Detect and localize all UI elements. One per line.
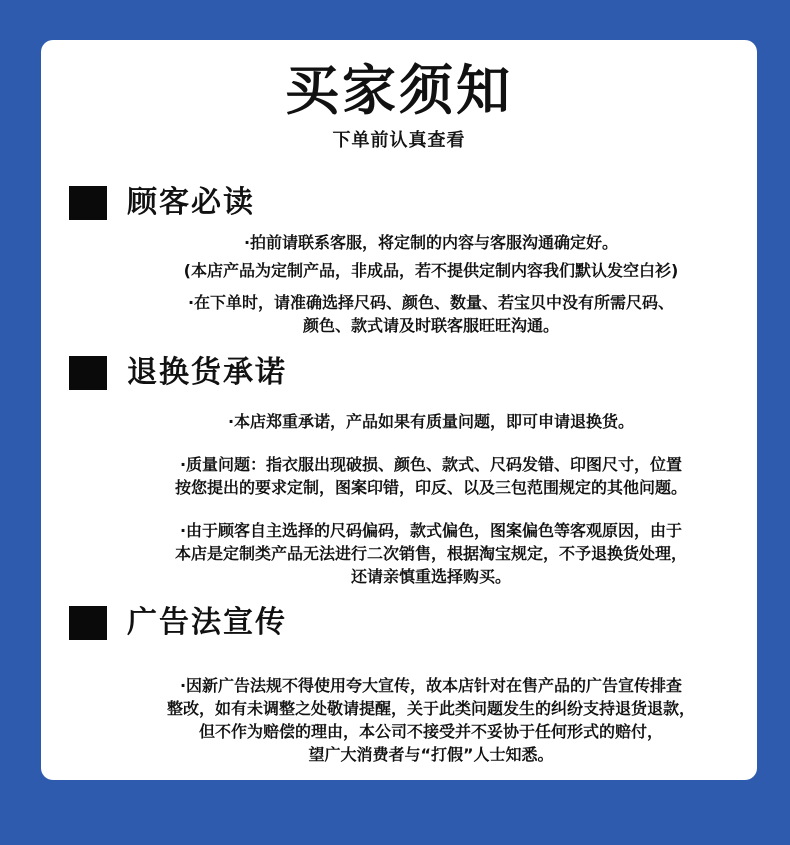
paragraph [101,410,761,433]
paragraph-line: (本店产品为定制产品，非成品，若不提供定制内容我们默认发空白衫) [183,261,679,280]
paragraph-line: ·因新广告法规不得使用夸大宣传，故本店针对在售产品的广告宣传排查 [179,676,683,695]
paragraph-line: 但不作为赔偿的理由，本公司不接受并不妥协于任何形式的赔付， [198,722,663,741]
paragraph-line: 还请亲慎重选择购买。 [350,567,511,586]
paragraph-line: 本店是定制类产品无法进行二次销售，根据淘宝规定，不予退换货处理， [174,544,687,563]
paragraph-line: ·质量问题：指衣服出现破损、颜色、款式、尺码发错、印图尺寸，位置 [179,455,683,474]
paragraph-line: ·拍前请联系客服，将定制的内容与客服沟通确定好。 [243,233,619,252]
paragraph-line: 按您提出的要求定制，图案印错，印反、以及三包范围规定的其他问题。 [174,478,687,497]
section-marker-icon [69,606,107,640]
paragraph [101,674,761,766]
paragraph-line: 整改，如有未调整之处敬请提醒，关于此类问题发生的纠纷支持退货退款， [166,699,695,718]
paragraph-line: 颜色、款式请及时联客服旺旺沟通。 [302,316,559,335]
section-title: 退换货承诺 [127,355,287,390]
section-title: 广告法宣传 [127,605,287,640]
paragraph-line: ·本店郑重承诺，产品如果有质量问题，即可申请退换货。 [227,412,635,431]
paragraph [101,453,761,499]
section-title: 顾客必读 [127,185,255,220]
paragraph [101,291,761,337]
section-heading-customer-must-read [69,186,255,220]
section-marker-icon [69,356,107,390]
section-marker-icon [69,186,107,220]
paragraph [101,519,761,588]
section-heading-advertising-law [69,606,287,640]
section-heading-return-exchange [69,356,287,390]
paragraph [101,259,761,282]
paragraph-line: ·在下单时，请准确选择尺码、颜色、数量、若宝贝中没有所需尺码、 [187,293,675,312]
paragraph-line: 望广大消费者与“打假”人士知悉。 [308,745,554,764]
paragraph-line: ·由于顾客自主选择的尺码偏码，款式偏色，图案偏色等客观原因，由于 [179,521,683,540]
page-title: 买家须知 [285,59,513,122]
page-subtitle: 下单前认真查看 [332,130,466,151]
paragraph [101,231,761,254]
notice-card [41,40,757,780]
